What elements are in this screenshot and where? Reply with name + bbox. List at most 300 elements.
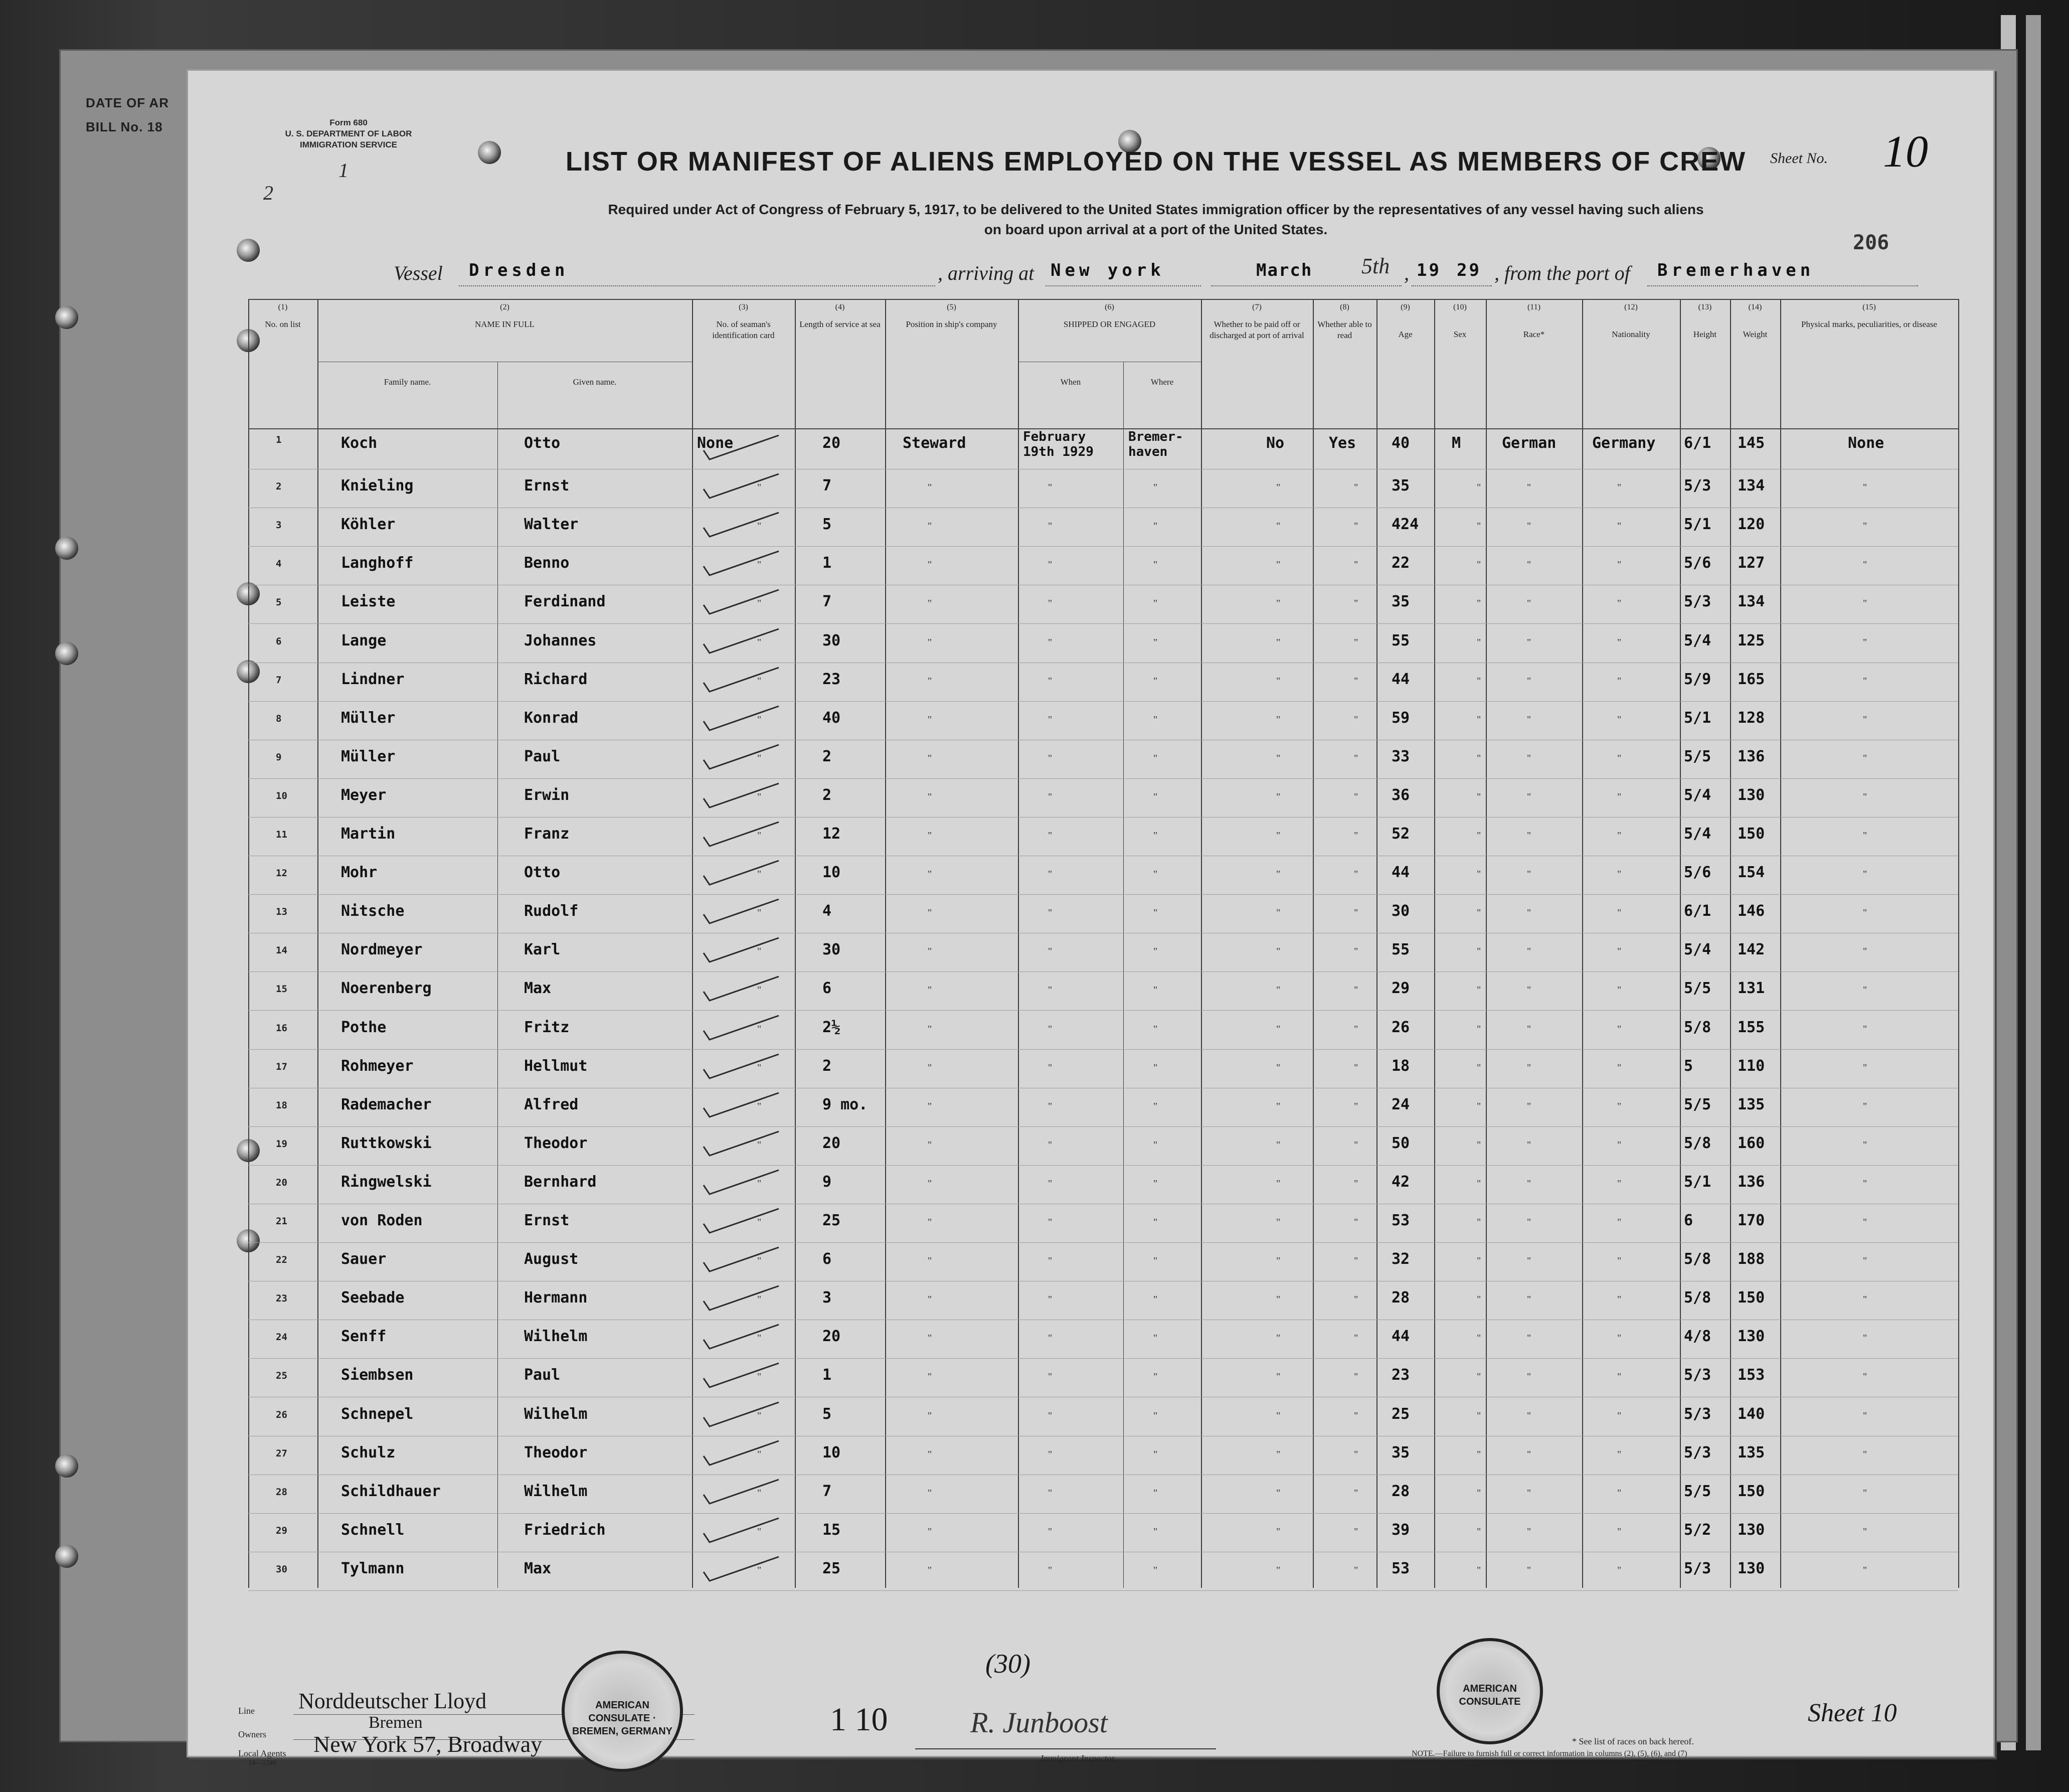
underline — [1647, 285, 1918, 286]
ditto-mark: " — [757, 636, 762, 648]
ditto-mark: " — [1617, 830, 1622, 841]
ditto-mark: " — [1153, 1255, 1158, 1267]
service-length: 20 — [822, 1328, 841, 1346]
ditto-mark: " — [1276, 1255, 1281, 1267]
ditto-mark: " — [1477, 1139, 1481, 1151]
ditto-mark: " — [928, 1564, 932, 1576]
ditto-mark: " — [1863, 482, 1867, 494]
ditto-mark: " — [1153, 1333, 1158, 1344]
row-number: 21 — [276, 1216, 287, 1227]
ditto-mark: " — [928, 791, 932, 802]
given-name: Johannes — [524, 631, 597, 649]
family-name: Martin — [341, 825, 396, 843]
row-number: 16 — [276, 1022, 287, 1034]
column-number: (14) — [1748, 303, 1762, 311]
subtitle-line: Required under Act of Congress of February 5, 1917, to be delivered to the United States immigration officer by the representatives of any vessel having such aliens — [608, 202, 1704, 217]
weight: 140 — [1738, 1405, 1765, 1423]
ditto-mark: " — [1048, 791, 1053, 802]
weight: 188 — [1738, 1250, 1765, 1268]
table-row — [248, 933, 1958, 972]
stamp-number: 206 — [1853, 231, 1889, 254]
check-mark-icon — [699, 1168, 784, 1198]
ditto-mark: " — [757, 598, 762, 609]
ditto-mark: " — [1354, 1487, 1358, 1499]
ditto-mark: " — [757, 946, 762, 957]
height: 5/3 — [1684, 1366, 1711, 1384]
ditto-mark: " — [1527, 1255, 1531, 1267]
check-mark-icon — [699, 1284, 784, 1314]
row-number: 29 — [276, 1525, 287, 1536]
column-label: Height — [1693, 330, 1717, 339]
check-mark-icon — [699, 743, 784, 773]
given-name: Richard — [524, 670, 588, 688]
table-row — [248, 740, 1958, 779]
ditto-mark: " — [928, 1294, 932, 1306]
column-sub-label: When — [1060, 377, 1081, 387]
column-sub-label: Family name. — [384, 377, 431, 387]
race: German — [1502, 434, 1557, 452]
ditto-mark: " — [1617, 1178, 1622, 1189]
given-name: Erwin — [524, 786, 570, 804]
ditto-mark: " — [1477, 1333, 1481, 1344]
ditto-mark: " — [757, 1178, 762, 1189]
ditto-mark: " — [928, 1100, 932, 1112]
weight: 130 — [1738, 1559, 1765, 1577]
ditto-mark: " — [1477, 636, 1481, 648]
ditto-mark: " — [1354, 1139, 1358, 1151]
given-name: Max — [524, 980, 552, 998]
ditto-mark: " — [1153, 1564, 1158, 1576]
weight: 125 — [1738, 631, 1765, 649]
header-position — [885, 299, 1018, 419]
given-name: Karl — [524, 941, 561, 959]
column-label: Age — [1398, 330, 1413, 339]
agents-label-text: Local Agents — [238, 1748, 286, 1758]
age: 18 — [1392, 1057, 1410, 1075]
ditto-mark: " — [1048, 559, 1053, 571]
ditto-mark: " — [1863, 1371, 1867, 1383]
ditto-mark: " — [1048, 907, 1053, 919]
ditto-mark: " — [1527, 1487, 1531, 1499]
table-row — [248, 1397, 1958, 1436]
ditto-mark: " — [1863, 791, 1867, 802]
page-subtitle — [414, 200, 1898, 240]
table-row — [248, 1475, 1958, 1514]
family-name: Koch — [341, 434, 378, 452]
footnote-races: * See list of races on back hereof. — [1572, 1736, 1694, 1746]
ditto-mark: " — [1863, 946, 1867, 957]
ditto-mark: " — [757, 521, 762, 532]
table-row — [248, 1165, 1958, 1204]
age: 40 — [1392, 434, 1410, 452]
arriving-port: New york — [1051, 260, 1165, 280]
height: 5/3 — [1684, 1443, 1711, 1461]
height: 5/3 — [1684, 1405, 1711, 1423]
check-stroke — [704, 1402, 779, 1426]
inspector-label: Immigrant Inspector. — [1041, 1753, 1116, 1763]
family-name: Siembsen — [341, 1366, 414, 1384]
ditto-mark: " — [1276, 1564, 1281, 1576]
height: 5/9 — [1684, 670, 1711, 688]
ditto-mark: " — [1354, 1564, 1358, 1576]
check-mark-icon — [699, 1516, 784, 1546]
service-length: 40 — [822, 709, 841, 727]
ditto-mark: " — [1354, 1100, 1358, 1112]
service-length: 4 — [822, 902, 832, 920]
height: 5/5 — [1684, 1482, 1711, 1500]
ditto-mark: " — [1477, 559, 1481, 571]
row-number: 9 — [276, 751, 282, 763]
agents-code: 14—1240 — [248, 1759, 276, 1767]
column-label: Physical marks, peculiarities, or disease — [1801, 319, 1937, 329]
ditto-mark: " — [1153, 1100, 1158, 1112]
shipped-when: February 19th 1929 — [1023, 429, 1094, 459]
ditto-mark: " — [757, 675, 762, 687]
ditto-mark: " — [1477, 1448, 1481, 1460]
check-stroke — [704, 1170, 779, 1194]
header-marks — [1780, 299, 1958, 419]
column-number: (10) — [1453, 303, 1467, 311]
check-mark-icon — [699, 704, 784, 734]
ditto-mark: " — [757, 714, 762, 725]
family-name: Müller — [341, 709, 396, 727]
column-label: Position in ship's company — [906, 319, 997, 329]
ditto-mark: " — [1617, 1062, 1622, 1073]
vessel-name: Dresden — [469, 260, 569, 280]
page-title: LIST OR MANIFEST OF ALIENS EMPLOYED ON THE VESSEL AS MEMBERS OF CREW — [565, 146, 1747, 177]
ditto-mark: " — [1617, 985, 1622, 996]
ditto-mark: " — [1354, 1294, 1358, 1306]
age: 44 — [1392, 864, 1410, 882]
height: 5/5 — [1684, 747, 1711, 765]
ditto-mark: " — [1276, 1487, 1281, 1499]
ditto-mark: " — [757, 830, 762, 841]
ditto-mark: " — [1276, 907, 1281, 919]
ditto-mark: " — [1276, 1526, 1281, 1537]
weight: 170 — [1738, 1212, 1765, 1229]
ditto-mark: " — [1354, 598, 1358, 609]
check-stroke — [704, 1016, 779, 1040]
service-length: 2 — [822, 786, 832, 804]
ditto-mark: " — [1617, 1410, 1622, 1421]
ditto-mark: " — [757, 1139, 762, 1151]
ditto-mark: " — [1276, 559, 1281, 571]
ditto-mark: " — [1617, 1217, 1622, 1228]
ditto-mark: " — [1153, 830, 1158, 841]
ditto-mark: " — [1863, 1178, 1867, 1189]
ditto-mark: " — [928, 636, 932, 648]
check-stroke — [704, 1557, 779, 1581]
check-stroke — [704, 861, 779, 885]
table-row — [248, 971, 1958, 1011]
ditto-mark: " — [1048, 1294, 1053, 1306]
service-length: 7 — [822, 593, 832, 611]
ditto-mark: " — [1048, 1255, 1053, 1267]
sex: M — [1452, 434, 1461, 452]
service-length: 25 — [822, 1212, 841, 1229]
given-name: Ernst — [524, 477, 570, 495]
id-card: None — [697, 434, 734, 452]
ditto-mark: " — [928, 1178, 932, 1189]
height: 5/5 — [1684, 1095, 1711, 1113]
table-row — [248, 663, 1958, 702]
ditto-mark: " — [1527, 1217, 1531, 1228]
family-name: Leiste — [341, 593, 396, 611]
given-name: Walter — [524, 516, 579, 534]
check-mark-icon — [699, 820, 784, 850]
row-number: 27 — [276, 1447, 287, 1459]
sheet-number: 10 — [1883, 127, 1928, 177]
weight: 142 — [1738, 941, 1765, 959]
ditto-mark: " — [757, 1217, 762, 1228]
column-rule — [1958, 299, 1959, 1588]
given-name: Wilhelm — [524, 1405, 588, 1423]
ditto-mark: " — [1617, 482, 1622, 494]
from-port-label: , from the port of — [1494, 262, 1630, 284]
ditto-mark: " — [1153, 869, 1158, 880]
row-number: 24 — [276, 1332, 287, 1343]
family-name: Lindner — [341, 670, 405, 688]
ditto-mark: " — [757, 985, 762, 996]
line-value: Norddeutscher Lloyd — [298, 1689, 487, 1713]
family-name: Nordmeyer — [341, 941, 423, 959]
row-number: 15 — [276, 984, 287, 995]
ditto-mark: " — [1617, 1526, 1622, 1537]
ditto-mark: " — [757, 1487, 762, 1499]
age: 30 — [1392, 902, 1410, 920]
weight: 155 — [1738, 1018, 1765, 1036]
family-name: Schnell — [341, 1521, 405, 1539]
family-name: Köhler — [341, 516, 396, 534]
column-label: Sex — [1453, 330, 1467, 339]
family-name: Pothe — [341, 1018, 387, 1036]
ditto-mark: " — [1527, 1139, 1531, 1151]
ditto-mark: " — [1477, 1526, 1481, 1537]
ditto-mark: " — [1354, 714, 1358, 725]
ditto-mark: " — [1617, 907, 1622, 919]
department-name: U. S. DEPARTMENT OF LABOR — [285, 129, 412, 138]
check-stroke — [704, 1131, 779, 1156]
table-row — [248, 1358, 1958, 1397]
ditto-mark: " — [928, 1371, 932, 1383]
column-number: (8) — [1340, 303, 1349, 311]
arriving-label: , arriving at — [938, 262, 1034, 284]
ditto-mark: " — [1276, 636, 1281, 648]
row-number: 22 — [276, 1254, 287, 1266]
ditto-mark: " — [1863, 907, 1867, 919]
table-row — [248, 430, 1958, 469]
ditto-mark: " — [1276, 946, 1281, 957]
ditto-mark: " — [1617, 1487, 1622, 1499]
age: 35 — [1392, 477, 1410, 495]
ditto-mark: " — [1863, 830, 1867, 841]
check-mark-icon — [699, 1014, 784, 1044]
check-stroke — [704, 1093, 779, 1117]
row-number: 10 — [276, 790, 287, 801]
given-name: Friedrich — [524, 1521, 606, 1539]
ditto-mark: " — [928, 985, 932, 996]
row-number: 28 — [276, 1486, 287, 1498]
given-name: Franz — [524, 825, 570, 843]
ditto-mark: " — [1477, 1023, 1481, 1035]
weight: 154 — [1738, 864, 1765, 882]
age: 53 — [1392, 1559, 1410, 1577]
ditto-mark: " — [757, 752, 762, 764]
ditto-mark: " — [1153, 752, 1158, 764]
service-length: 10 — [822, 864, 841, 882]
ditto-mark: " — [1276, 714, 1281, 725]
ditto-mark: " — [928, 482, 932, 494]
ditto-mark: " — [1153, 1487, 1158, 1499]
table-row — [248, 701, 1958, 740]
ditto-mark: " — [1527, 1023, 1531, 1035]
age: 39 — [1392, 1521, 1410, 1539]
ditto-mark: " — [757, 1333, 762, 1344]
age: 36 — [1392, 786, 1410, 804]
table-row — [248, 1049, 1958, 1088]
ditto-mark: " — [1863, 869, 1867, 880]
table-row — [248, 469, 1958, 508]
ditto-mark: " — [1477, 1178, 1481, 1189]
ditto-mark: " — [1863, 714, 1867, 725]
check-stroke — [704, 1209, 779, 1233]
table-row — [248, 1436, 1958, 1475]
ditto-mark: " — [1354, 1217, 1358, 1228]
row-number: 1 — [276, 434, 282, 445]
row-number: 3 — [276, 520, 282, 531]
age: 424 — [1392, 516, 1419, 534]
header-weight — [1730, 299, 1780, 419]
check-mark-icon — [699, 1439, 784, 1469]
height: 5/3 — [1684, 593, 1711, 611]
check-mark-icon — [699, 1478, 784, 1508]
row-number: 6 — [276, 635, 282, 647]
ditto-mark: " — [1863, 636, 1867, 648]
height: 5/4 — [1684, 631, 1711, 649]
ditto-mark: " — [1153, 1448, 1158, 1460]
ditto-mark: " — [1477, 907, 1481, 919]
ditto-mark: " — [928, 1448, 932, 1460]
header-id-card — [692, 299, 795, 419]
service-length: 6 — [822, 980, 832, 998]
ditto-mark: " — [757, 1526, 762, 1537]
ditto-mark: " — [1477, 1062, 1481, 1073]
ditto-mark: " — [1048, 598, 1053, 609]
given-name: Max — [524, 1559, 552, 1577]
ditto-mark: " — [757, 559, 762, 571]
ditto-mark: " — [1863, 1410, 1867, 1421]
header-sex — [1434, 299, 1486, 419]
ditto-mark: " — [1048, 521, 1053, 532]
ditto-mark: " — [757, 1448, 762, 1460]
check-mark-icon — [699, 472, 784, 502]
paid-off: No — [1266, 434, 1285, 452]
service-length: 1 — [822, 1366, 832, 1384]
column-label: Whether to be paid off or discharged at port of arrival — [1210, 319, 1304, 340]
ditto-mark: " — [1617, 1100, 1622, 1112]
underline — [1412, 285, 1492, 286]
family-name: Lange — [341, 631, 387, 649]
ditto-mark: " — [1527, 1410, 1531, 1421]
weight: 150 — [1738, 825, 1765, 843]
ditto-mark: " — [1617, 675, 1622, 687]
sheet-number-label: Sheet No. — [1770, 150, 1828, 167]
service-length: 12 — [822, 825, 841, 843]
header-read — [1313, 299, 1376, 419]
weight: 134 — [1738, 477, 1765, 495]
service-length: 20 — [822, 434, 841, 452]
ditto-mark: " — [1617, 946, 1622, 957]
given-name: Alfred — [524, 1095, 579, 1113]
from-port: Bremerhaven — [1657, 260, 1815, 280]
weight: 145 — [1738, 434, 1765, 452]
weight: 130 — [1738, 1328, 1765, 1346]
height: 5/4 — [1684, 941, 1711, 959]
ditto-mark: " — [1153, 1410, 1158, 1421]
age: 28 — [1392, 1482, 1410, 1500]
ditto-mark: " — [1276, 1448, 1281, 1460]
ditto-mark: " — [928, 1255, 932, 1267]
check-mark-icon — [699, 1091, 784, 1121]
row-number: 12 — [276, 868, 287, 879]
ditto-mark: " — [1048, 714, 1053, 725]
age: 52 — [1392, 825, 1410, 843]
check-stroke — [704, 1363, 779, 1387]
ditto-mark: " — [1477, 1564, 1481, 1576]
check-stroke — [704, 976, 779, 1001]
service-length: 5 — [822, 516, 832, 534]
ditto-mark: " — [1863, 1564, 1867, 1576]
check-stroke — [704, 745, 779, 769]
column-label: No. of seaman's identification card — [712, 319, 775, 340]
family-name: Rohmeyer — [341, 1057, 414, 1075]
check-stroke — [704, 822, 779, 846]
ditto-mark: " — [1477, 1410, 1481, 1421]
underline — [459, 285, 935, 286]
check-mark-icon — [699, 1245, 784, 1275]
given-name: Hellmut — [524, 1057, 588, 1075]
column-number: (9) — [1401, 303, 1410, 311]
ditto-mark: " — [1477, 791, 1481, 802]
ditto-mark: " — [1527, 1564, 1531, 1576]
age: 42 — [1392, 1173, 1410, 1191]
given-name: Wilhelm — [524, 1328, 588, 1346]
binder-hole — [55, 642, 78, 665]
ditto-mark: " — [1048, 1526, 1053, 1537]
ditto-mark: " — [1354, 1255, 1358, 1267]
row-number: 8 — [276, 713, 282, 724]
ditto-mark: " — [1617, 1564, 1622, 1576]
weight: 160 — [1738, 1134, 1765, 1152]
ditto-mark: " — [1527, 1062, 1531, 1073]
age: 25 — [1392, 1405, 1410, 1423]
ditto-mark: " — [757, 1023, 762, 1035]
given-name: August — [524, 1250, 579, 1268]
arrival-month: March — [1256, 260, 1313, 280]
check-stroke — [704, 1325, 779, 1349]
ditto-mark: " — [1276, 1178, 1281, 1189]
ditto-mark: " — [1527, 482, 1531, 494]
row-number: 11 — [276, 829, 287, 840]
column-label: Weight — [1743, 330, 1768, 339]
ditto-mark: " — [1153, 675, 1158, 687]
check-stroke — [704, 938, 779, 962]
ditto-mark: " — [1276, 869, 1281, 880]
check-stroke — [704, 1286, 779, 1310]
row-number: 7 — [276, 674, 282, 686]
service-length: 6 — [822, 1250, 832, 1268]
check-mark-icon — [699, 1052, 784, 1082]
